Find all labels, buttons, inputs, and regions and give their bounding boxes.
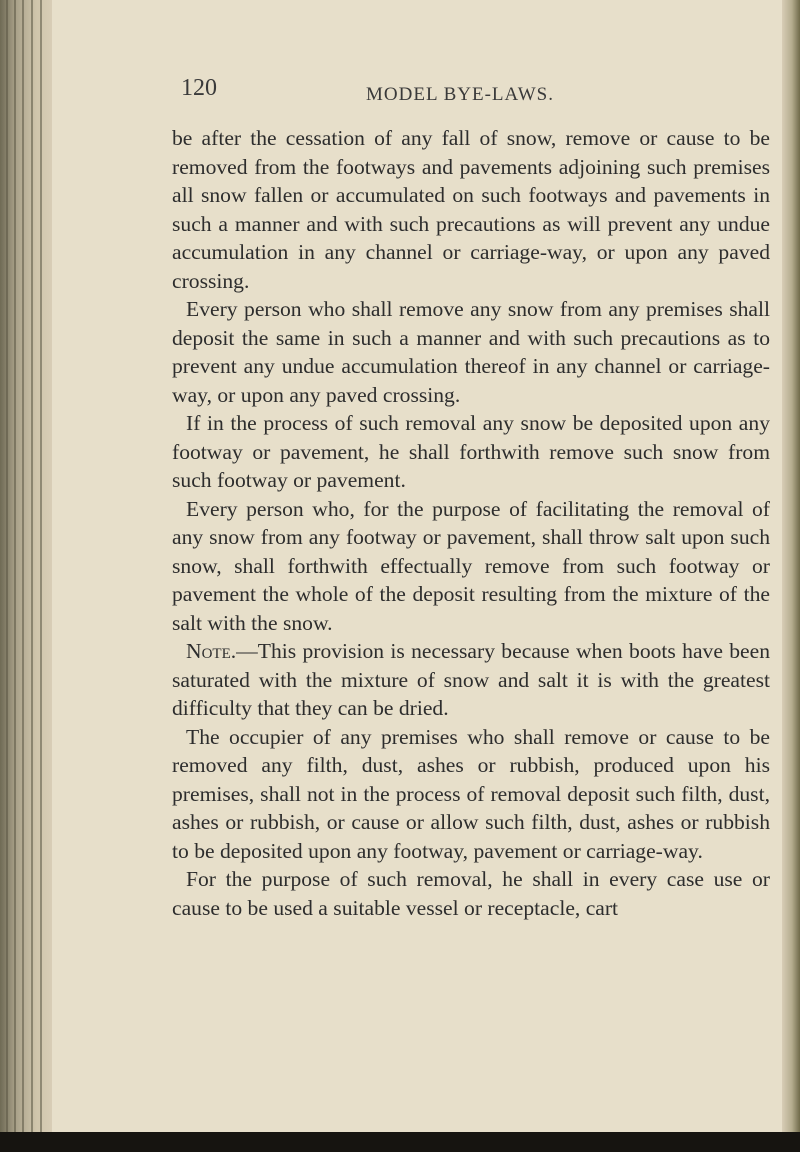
running-head: MODEL BYE-LAWS. xyxy=(366,84,554,105)
paragraph-4: Every person who, for the purpose of facilitating the removal of any snow from any footway or pavement, shall throw salt upon such snow, shall forthwith effectually remove from such footway or pavement the whole of the deposit resulting from the mixture of the salt with the snow. xyxy=(172,496,770,635)
paragraph-1: be after the cessation of any fall of snow, remove or cause to be removed from the footways and pavements adjoining such premises all snow fallen or accumulated on such footways and pavements in such a manner and with such precautions as will prevent any undue accumulation in any channel or carriage-way, or upon any paved crossing. xyxy=(172,126,770,293)
book-binding-gutter xyxy=(0,0,52,1152)
note-label: Note. xyxy=(186,639,237,663)
paragraph-6: For the purpose of such removal, he shall in every case use or cause to be used a suitable vessel or receptacle, cart xyxy=(172,867,770,920)
body-text xyxy=(172,124,770,922)
paragraph-3: If in the process of such removal any snow be deposited upon any footway or pavement, he shall forthwith remove such snow from such footway or pavement. xyxy=(172,411,770,492)
note-paragraph xyxy=(172,637,770,723)
note-text: —This provision is necessary because when boots have been saturated with the mixture of snow and salt it is with the greatest difficulty that they can be dried. xyxy=(172,639,770,720)
page-number: 120 xyxy=(181,75,217,101)
page-edge xyxy=(782,0,800,1152)
paragraph-2: Every person who shall remove any snow from any premises shall deposit the same in such a manner and with such precautions as to prevent any undue accumulation thereof in any channel or carriage-way, or upon any paved crossing. xyxy=(172,297,770,407)
scan-bottom-edge xyxy=(0,1132,800,1152)
paragraph-5: The occupier of any premises who shall remove or cause to be removed any filth, dust, ashes or rubbish, produced upon his premises, shall not in the process of removal deposit such filth, dust, ashes or rubbish, or cause or allow such filth, dust, ashes or rubbish to be deposited upon any footway, pavement or carriage-way. xyxy=(172,724,770,863)
